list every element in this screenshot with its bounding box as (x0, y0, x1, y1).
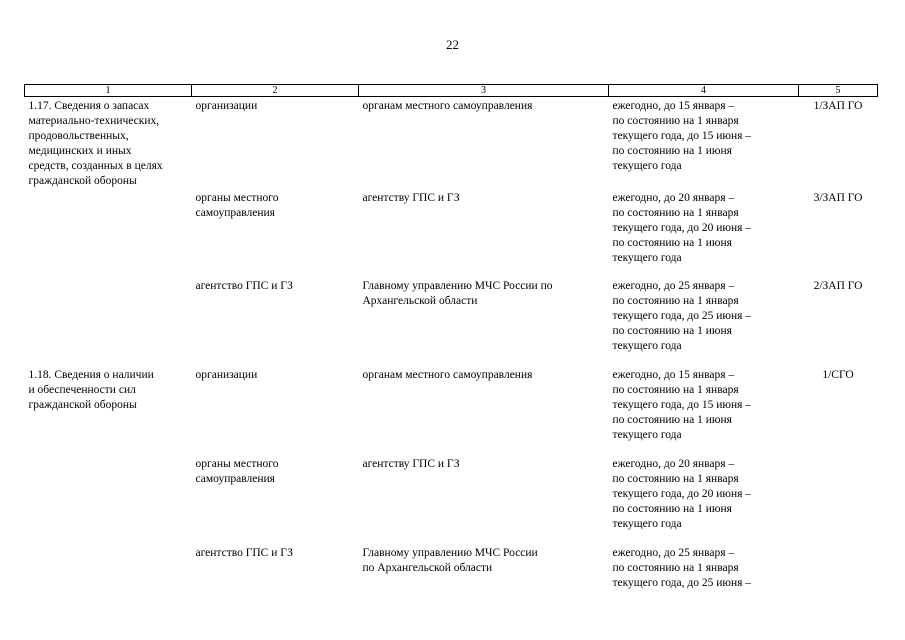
column-number-3: 3 (359, 85, 609, 97)
form-code-cell: 3/ЗАП ГО (813, 192, 863, 204)
column-number-1: 1 (25, 85, 192, 97)
form-code-cell (799, 455, 878, 544)
form-code-cell (799, 544, 878, 596)
table-row (25, 97, 878, 190)
report-name-cell (25, 455, 192, 544)
recipient-cell: органам местного самоуправления (362, 369, 533, 381)
deadline-cell: ежегодно, до 15 января – по состоянию на 1 января текущего года, до 15 июня – по состоянию на 1 июня текущего года (612, 369, 752, 441)
recipient-cell: агентству ГПС и ГЗ (362, 192, 460, 204)
submitter-cell: агентство ГПС и ГЗ (195, 280, 293, 292)
page-number: 22 (446, 37, 459, 52)
submitter-cell: органы местного самоуправления (195, 192, 279, 219)
table-row (25, 189, 878, 277)
deadline-cell: ежегодно, до 20 января – по состоянию на 1 января текущего года, до 20 июня – по состоянию на 1 июня текущего года (612, 192, 752, 264)
table-row (25, 544, 878, 596)
deadline-cell: ежегодно, до 25 января – по состоянию на 1 января текущего года, до 25 июня – по состоянию на 1 июня текущего года (612, 280, 752, 352)
report-name-cell: 1.18. Сведения о наличии и обеспеченности сил гражданской обороны (28, 369, 154, 411)
reporting-table (24, 84, 878, 596)
submitter-cell: агентство ГПС и ГЗ (195, 547, 293, 559)
form-code-cell: 1/ЗАП ГО (813, 100, 863, 112)
recipient-cell: Главному управлению МЧС России по Архангельской области (362, 280, 553, 307)
submitter-cell: организации (195, 369, 258, 381)
deadline-cell: ежегодно, до 20 января – по состоянию на 1 января текущего года, до 20 июня – по состоянию на 1 июня текущего года (612, 458, 752, 530)
deadline-cell: ежегодно, до 15 января – по состоянию на 1 января текущего года, до 15 июня – по состоянию на 1 июня текущего года (612, 100, 752, 172)
table-row (25, 455, 878, 544)
form-code-cell: 2/ЗАП ГО (813, 280, 863, 292)
recipient-cell: агентству ГПС и ГЗ (362, 458, 460, 470)
submitter-cell: органы местного самоуправления (195, 458, 279, 485)
column-number-5: 5 (799, 85, 878, 97)
recipient-cell: Главному управлению МЧС России по Архангельской области (362, 547, 538, 574)
report-name-cell (25, 189, 192, 277)
recipient-cell: органам местного самоуправления (362, 100, 533, 112)
table-row (25, 366, 878, 455)
table-row (25, 277, 878, 366)
submitter-cell: организации (195, 100, 258, 112)
column-number-2: 2 (192, 85, 359, 97)
report-name-cell: 1.17. Сведения о запасах материально-технических, продовольственных, медицинских и иных средств, созданных в целях гражданской обороны (28, 100, 163, 187)
table-header-row (25, 85, 878, 97)
report-name-cell (25, 277, 192, 366)
column-number-4: 4 (609, 85, 799, 97)
deadline-cell: ежегодно, до 25 января – по состоянию на 1 января текущего года, до 25 июня – (612, 547, 752, 589)
report-name-cell (25, 544, 192, 596)
form-code-cell: 1/СГО (822, 369, 854, 381)
